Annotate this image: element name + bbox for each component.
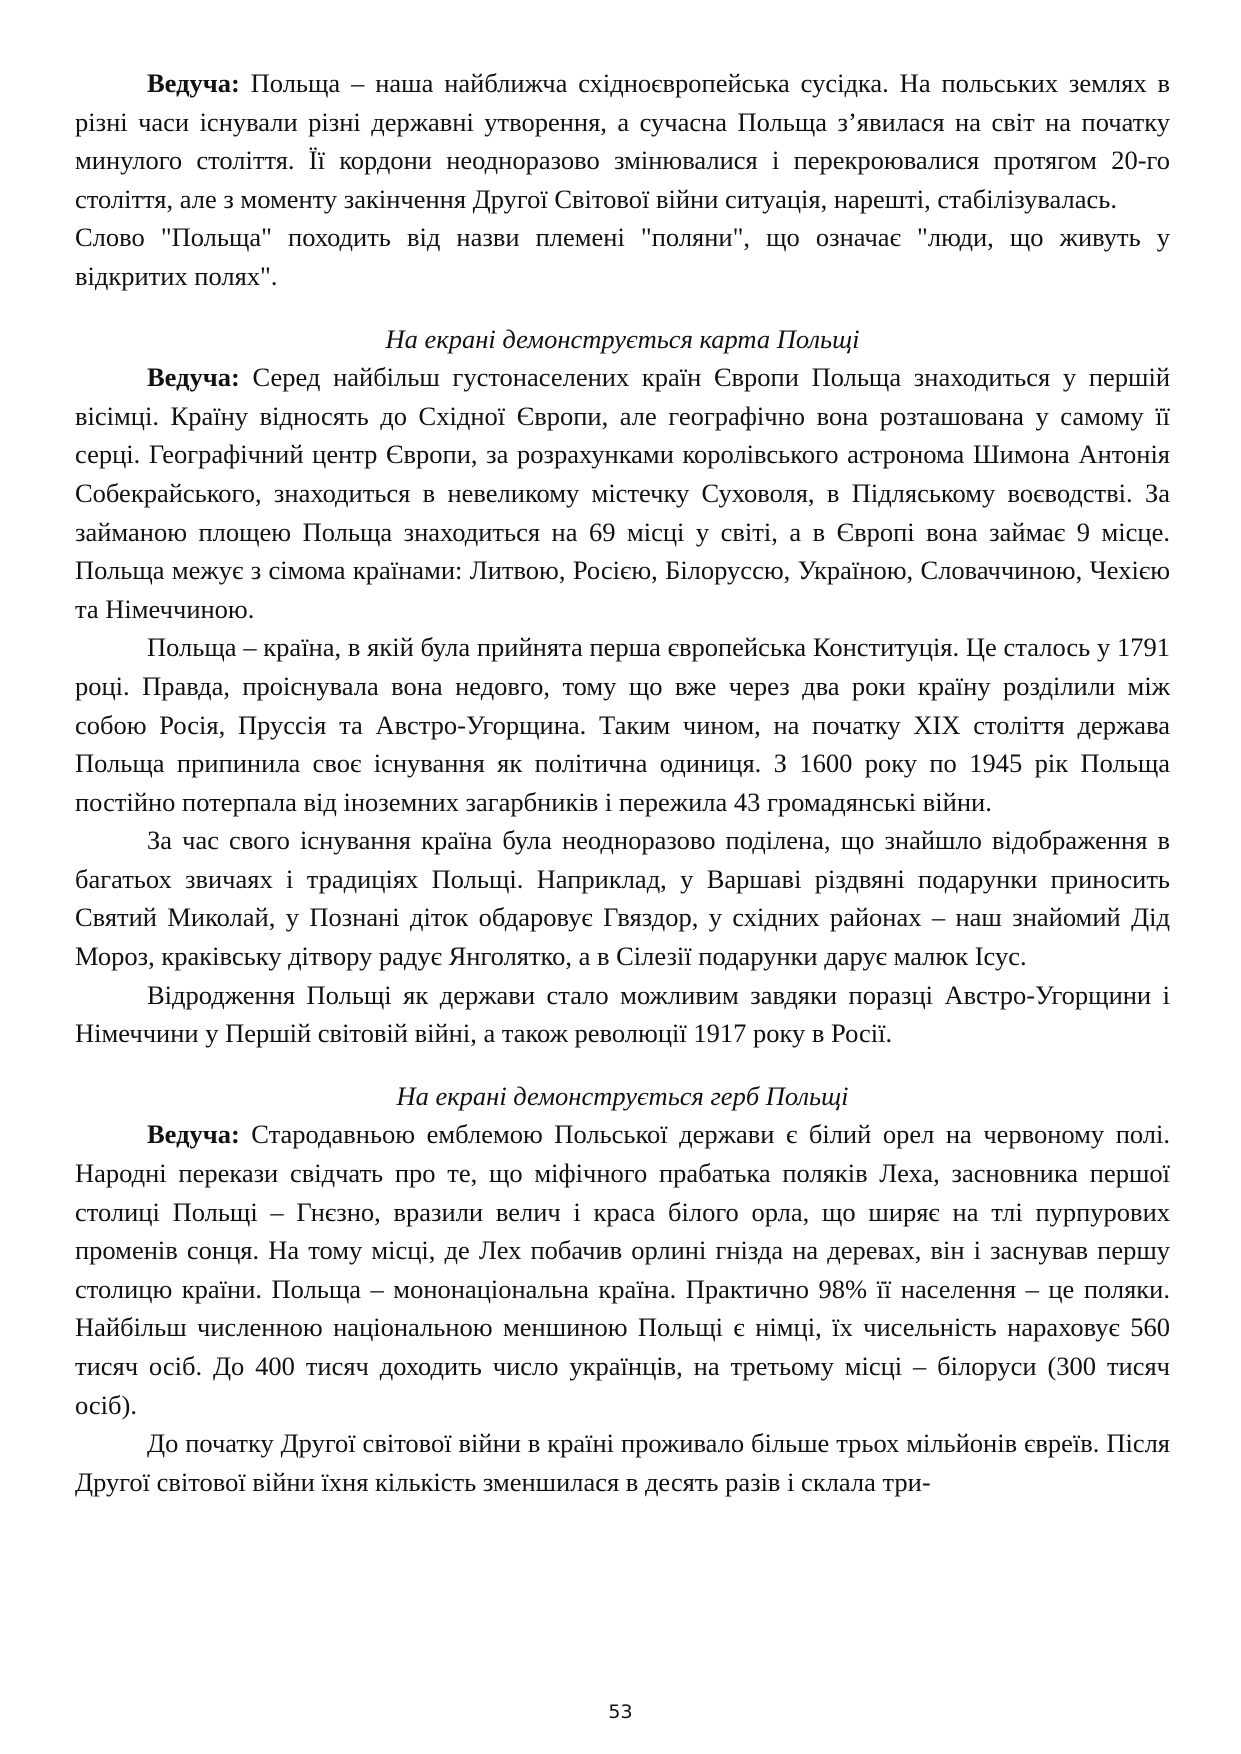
paragraph-emblem-text: Стародавньою емблемою Польської держави є білий орел на червоному полі. Народні перекази свідчать про те, що міфічного прабатька поляків Леха, засновника першої столиці Польщі – Гнєзно, вразили велич і краса білого орла, що ширяє на тлі пурпурових променів сонця. На тому місці, де Лех побачив орлині гнізда на деревах, він і заснував першу столицю країни. Польща – мононаціональна країна. Практично 98% її населення – це поляки. Найбільш численною національною меншиною Польщі є німці, їх чисельність нараховує 560 тисяч осіб. До 400 тисяч доходить число українців, на третьому місці – білоруси (300 тисяч осіб). — [75, 1119, 1171, 1420]
speaker-label: Ведуча: — [147, 68, 240, 98]
stage-direction-map: На екрані демонструється карта Польщі — [385, 323, 860, 354]
stage-direction-emblem: На екрані демонструється герб Польщі — [396, 1080, 849, 1111]
paragraph-traditions: За час свого існування країна була неодноразово поділена, що знайшло відображення в багатьох звичаях і традиціях Польщі. Наприклад, у Варшаві різдвяні подарунки приносить Святий Миколай, у Познані діток обдаровує Гвяздор, у східних районах – наш знайомий Дід Мороз, краківську дітвору радує Янголятко, а в Сілезії подарунки дарує малюк Ісус. — [75, 825, 1170, 972]
paragraph-revival: Відродження Польщі як держави стало можливим завдяки поразці Австро-Угорщини і Німеччини у Першій світовій війні, а також революції 1917 року в Росії. — [75, 979, 1170, 1049]
paragraph-emblem — [75, 1115, 1170, 1424]
paragraph-jewish-population: До початку Другої світової війни в країні проживало більше трьох мільйонів євреїв. Після Другої світової війни їхня кількість зменшилася в десять разів і склала три- — [75, 1428, 1170, 1497]
page-number: 53 — [608, 1701, 633, 1723]
paragraph-geography-text: Серед найбільш густонаселених країн Європи Польща знаходиться у першій вісімці. Країну відносять до Східної Європи, але географічно вона розташована у самому її серці. Географічний центр Європи, за розрахунками королівського астронома Шимона Антонія Собекрайського, знаходиться в невеликому містечку Суховоля, в Підляському воєводстві. За займаною площею Польща знаходиться на 69 місці у світі, а в Європі вона займає 9 місце. Польща межує з сімома країнами: Литвою, Росією, Білоруссю, Україною, Словаччиною, Чехією та Німеччиною. — [75, 362, 1170, 624]
document-body — [75, 64, 1170, 1501]
speaker-label: Ведуча: — [147, 1119, 240, 1150]
paragraph-intro-text: Польща – наша найближча східноєвропейська сусідка. На польських землях в різні часи існували різні державні утворення, а сучасна Польща з’явилася на світ на початку минулого століття. Її кордони неодноразово змінювалися і перекроювалися протягом 20-го століття, але з моменту закінчення Другої Світової війни ситуація, нарешті, стабілізувалась. — [75, 68, 1170, 214]
paragraph-geography — [75, 358, 1170, 628]
paragraph-name-origin: Слово "Польща" походить від назви племені "поляни", що означає "люди, що живуть у відкритих полях". — [75, 222, 1170, 291]
speaker-label: Ведуча: — [147, 362, 240, 393]
paragraph-constitution: Польща – країна, в якій була прийнята перша європейська Конституція. Це сталось у 1791 році. Правда, проіснувала вона недовго, тому що вже через два роки країну розділили між собою Росія, Пруссія та Австро-Угорщина. Таким чином, на початку XIX століття держава Польща припинила своє існування як політична одиниця. З 1600 року по 1945 рік Польща постійно потерпала від іноземних загарбників і пережила 43 громадянські війни. — [75, 632, 1170, 817]
paragraph-intro — [75, 64, 1170, 218]
